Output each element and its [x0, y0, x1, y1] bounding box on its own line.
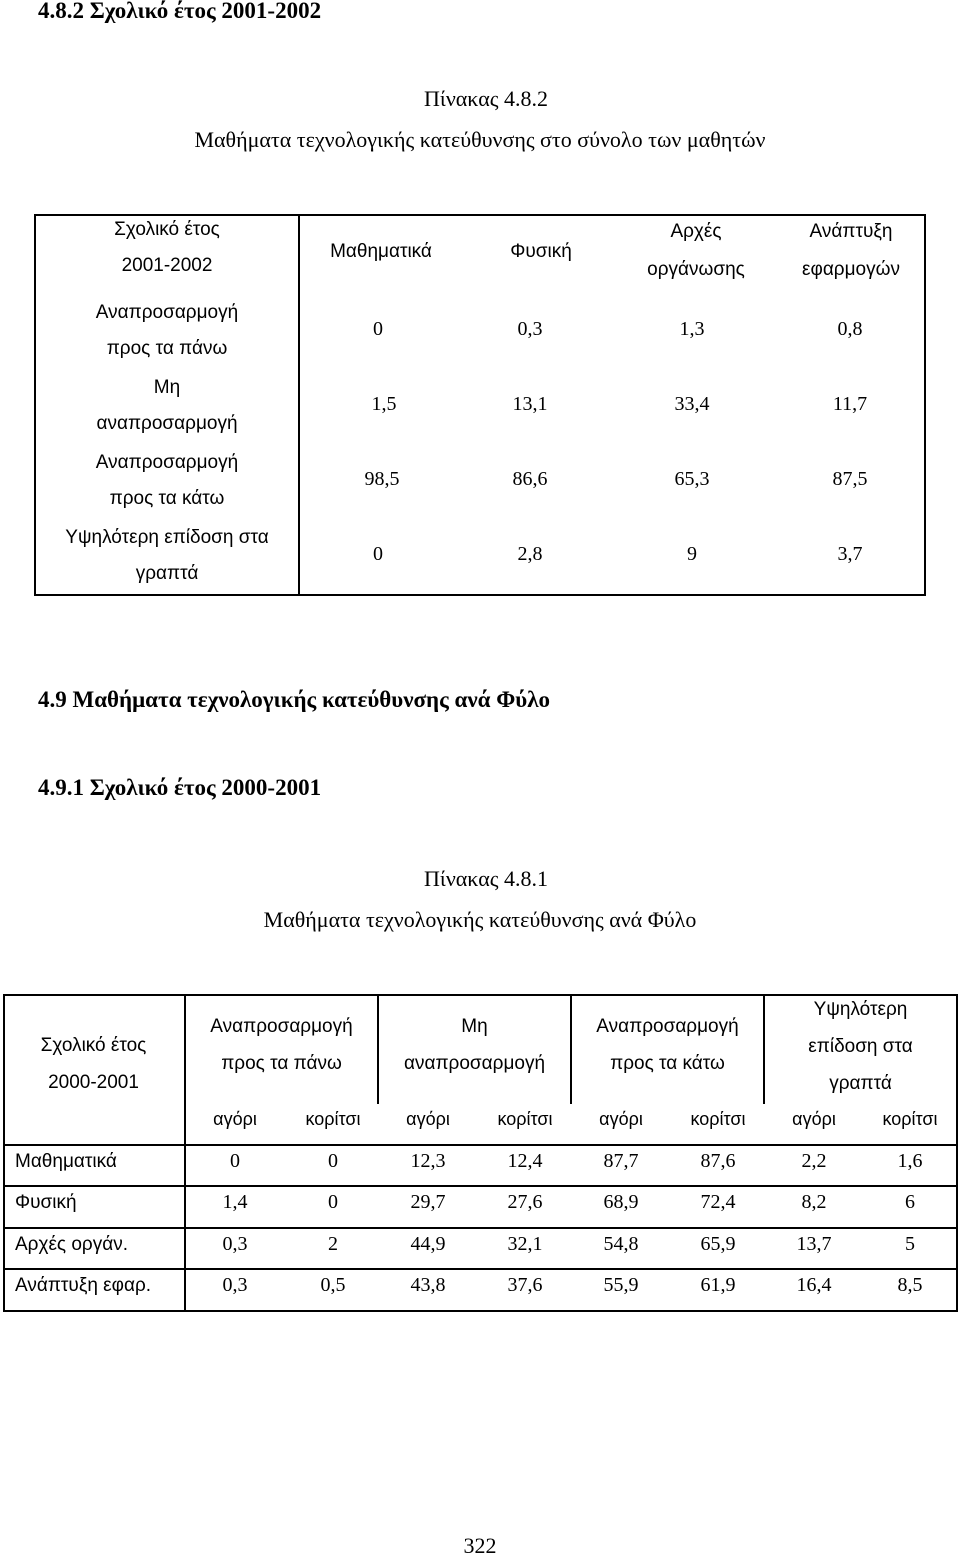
table1-caption-title: Μαθήματα τεχνολογικής κατεύθυνσης στο σύνολο των μαθητών — [194, 127, 766, 152]
table2-cell: 54,8 — [603, 1233, 639, 1255]
table2-cell: 8,2 — [801, 1191, 827, 1213]
table2-subheader-boy: αγόρι — [213, 1109, 257, 1129]
section-heading-4-9: 4.9 Μαθήματα τεχνολογικής κατεύθυνσης ανά Φύλο — [38, 687, 551, 712]
table1-cell: 0 — [373, 543, 383, 565]
table-4-8-1 — [3, 994, 958, 1312]
table2-cell: 8,5 — [897, 1274, 923, 1296]
table2-cell: 32,1 — [507, 1233, 543, 1255]
table2-cell: 87,6 — [700, 1150, 736, 1172]
table2-border-right — [956, 994, 958, 1312]
table2-row-label-physics: Φυσική — [15, 1192, 77, 1213]
table1-cell: 9 — [687, 543, 697, 565]
table2-cell: 72,4 — [700, 1191, 736, 1213]
table2-cell: 2 — [328, 1233, 338, 1255]
table2-cell: 6 — [905, 1191, 915, 1213]
table2-subheader-girl: κορίτσι — [882, 1109, 938, 1129]
table1-cell: 33,4 — [674, 393, 710, 415]
table2-row-label-app-development: Ανάπτυξη εφαρ. — [15, 1275, 152, 1296]
table1-divider — [298, 216, 300, 594]
table2-cell: 0,3 — [222, 1274, 248, 1296]
table1-cell: 2,8 — [517, 543, 543, 565]
table2-rule-bottom — [3, 1310, 958, 1312]
table2-cell: 43,8 — [410, 1274, 446, 1296]
table1-header-physics: Φυσική — [510, 241, 572, 262]
table1-cell: 86,6 — [512, 468, 548, 490]
section-heading-4-9-1: 4.9.1 Σχολικό έτος 2000-2001 — [38, 775, 322, 800]
table2-caption-title: Μαθήματα τεχνολογικής κατεύθυνσης ανά Φύλο — [263, 907, 697, 932]
table2-corner-header: Σχολικό έτος 2000-2001 — [40, 1035, 147, 1093]
table2-cell: 55,9 — [603, 1274, 639, 1296]
table1-cell: 87,5 — [832, 468, 868, 490]
table2-rule — [3, 1185, 958, 1187]
table1-cell: 0,8 — [837, 318, 863, 340]
section-heading-4-8-2: 4.8.2 Σχολικό έτος 2001-2002 — [38, 0, 322, 23]
table1-cell: 13,1 — [512, 393, 548, 415]
table2-cell: 2,2 — [801, 1150, 827, 1172]
table1-caption-number: Πίνακας 4.8.2 — [424, 86, 548, 111]
table2-cell: 1,4 — [222, 1191, 248, 1213]
table2-cell: 1,6 — [897, 1150, 923, 1172]
table2-rule — [3, 1144, 958, 1146]
table2-cell: 16,4 — [796, 1274, 832, 1296]
table1-header-app-development: Ανάπτυξη εφαρμογών — [802, 221, 900, 280]
table2-subheader-boy: αγόρι — [599, 1109, 643, 1129]
table1-row-label-upward: Αναπροσαρμογή προς τα πάνω — [95, 302, 239, 359]
table2-cell: 0 — [328, 1191, 338, 1213]
table1-header-organization: Αρχές οργάνωσης — [647, 221, 745, 280]
table1-cell: 65,3 — [674, 468, 710, 490]
table-4-8-2 — [34, 214, 926, 596]
table2-group-higher-written: Υψηλότερη επίδοση στα γραπτά — [808, 999, 913, 1094]
table2-cell: 0,3 — [222, 1233, 248, 1255]
table2-cell: 5 — [905, 1233, 915, 1255]
table1-cell: 3,7 — [837, 543, 863, 565]
table2-subheader-girl: κορίτσι — [305, 1109, 361, 1129]
table1-row-label-downward: Αναπροσαρμογή προς τα κάτω — [95, 452, 239, 509]
table1-cell: 1,5 — [371, 393, 397, 415]
table2-cell: 68,9 — [603, 1191, 639, 1213]
table2-cell: 13,7 — [796, 1233, 832, 1255]
table2-cell: 0,5 — [320, 1274, 346, 1296]
table2-rule — [3, 1268, 958, 1270]
page-number: 322 — [463, 1533, 497, 1558]
table2-rule — [3, 1227, 958, 1229]
table2-cell: 12,3 — [410, 1150, 446, 1172]
table2-cell: 29,7 — [410, 1191, 446, 1213]
table2-cell: 0 — [230, 1150, 240, 1172]
table2-group-downward: Αναπροσαρμογή προς τα κάτω — [596, 1016, 739, 1074]
table1-cell: 0,3 — [517, 318, 543, 340]
table2-subheader-girl: κορίτσι — [690, 1109, 746, 1129]
table2-cell: 87,7 — [603, 1150, 639, 1172]
table2-subheader-boy: αγόρι — [792, 1109, 836, 1129]
table2-row-label-organization: Αρχές οργάν. — [15, 1234, 128, 1255]
table1-cell: 98,5 — [364, 468, 400, 490]
table2-cell: 37,6 — [507, 1274, 543, 1296]
table2-subheader-boy: αγόρι — [406, 1109, 450, 1129]
table2-group-upward: Αναπροσαρμογή προς τα πάνω — [210, 1016, 353, 1074]
table2-cell: 12,4 — [507, 1150, 543, 1172]
table1-row-label-higher-written: Υψηλότερη επίδοση στα γραπτά — [65, 527, 269, 584]
table1-header-mathematics: Μαθηματικά — [330, 241, 432, 262]
table2-caption-number: Πίνακας 4.8.1 — [424, 866, 548, 891]
table2-group-no-adjust: Μη αναπροσαρμογή — [403, 1016, 546, 1074]
table2-cell: 61,9 — [700, 1274, 736, 1296]
table2-cell: 44,9 — [410, 1233, 446, 1255]
table2-subheader-girl: κορίτσι — [497, 1109, 553, 1129]
table1-corner-header: Σχολικό έτος 2001-2002 — [114, 219, 220, 276]
table1-cell: 11,7 — [832, 393, 868, 415]
table2-cell: 65,9 — [700, 1233, 736, 1255]
table1-row-label-no-adjust: Μη αναπροσαρμογή — [96, 377, 238, 434]
table2-cell: 0 — [328, 1150, 338, 1172]
table2-cell: 27,6 — [507, 1191, 543, 1213]
table1-cell: 1,3 — [679, 318, 705, 340]
table1-cell: 0 — [373, 318, 383, 340]
table2-row-label-mathematics: Μαθηματικά — [15, 1151, 117, 1172]
